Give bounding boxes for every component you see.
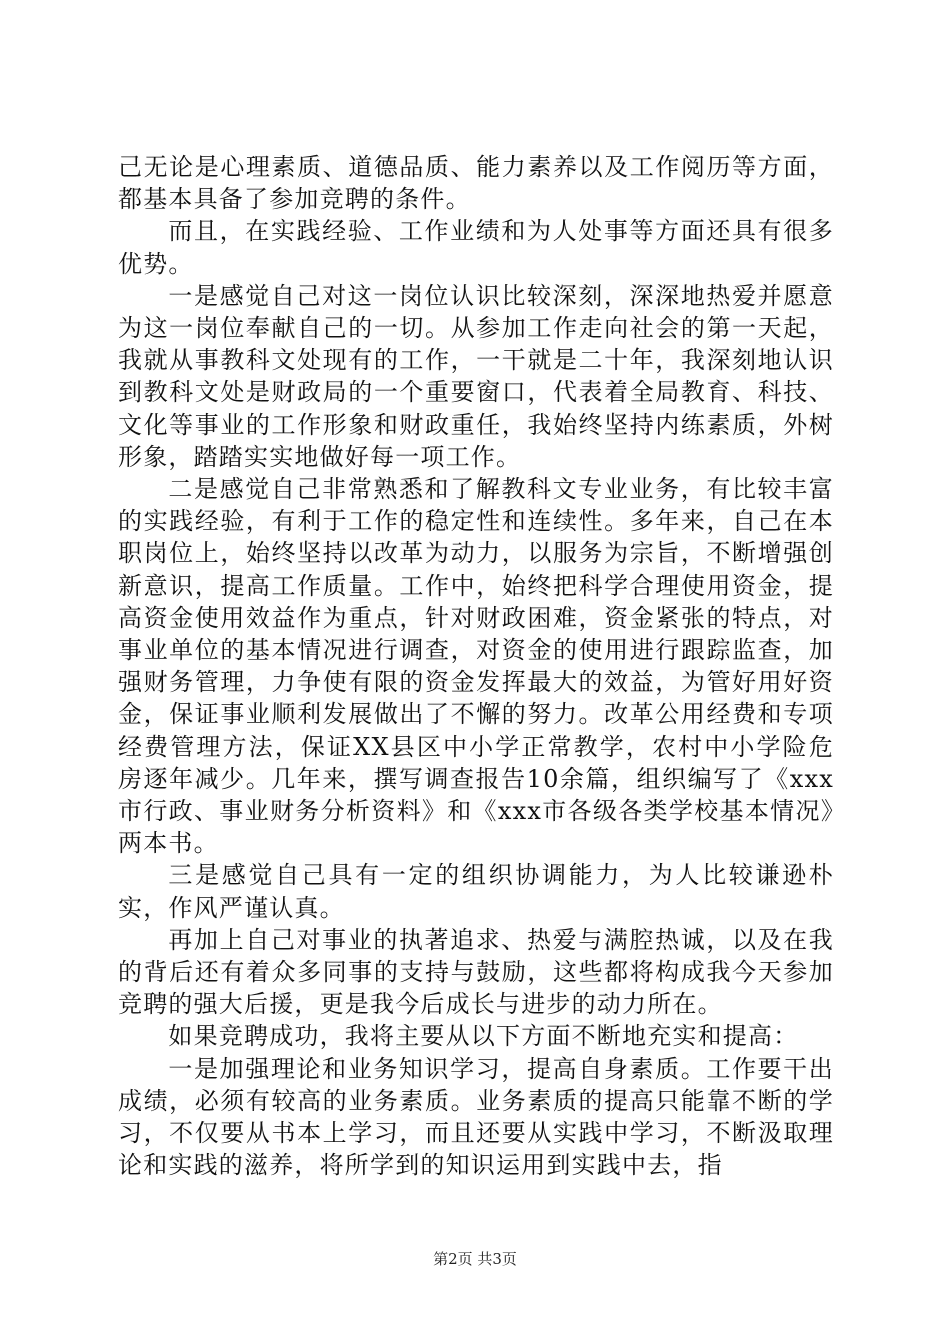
paragraph: 二是感觉自己非常熟悉和了解教科文专业业务，有比较丰富的实践经验，有利于工作的稳定性和连续性。多年来，自己在本职岗位上，始终坚持以改革为动力，以服务为宗旨，不断增强创新意识，提高工作质量。工作中，始终把科学合理使用资金，提高资金使用效益作为重点，针对财政困难，资金紧张的特点，对事业单位的基本情况进行调查，对资金的使用进行跟踪监查，加强财务管理，力争使有限的资金发挥最大的效益，为管好用好资金，保证事业顺利发展做出了不懈的努力。改革公用经费和专项经费管理方法，保证XX县区中小学正常教学，农村中小学险危房逐年减少。几年来，撰写调查报告10余篇，组织编写了《xxx市行政、事业财务分析资料》和《xxx市各级各类学校基本情况》两本书。 xyxy=(118,475,834,858)
paragraph: 一是加强理论和业务知识学习，提高自身素质。工作要干出成绩，必须有较高的业务素质。业务素质的提高只能靠不断的学习，不仅要从书本上学习，而且还要从实践中学习，不断汲取理论和实践的滋养，将所学到的知识运用到实践中去，指 xyxy=(118,1054,834,1180)
paragraph: 三是感觉自己具有一定的组织协调能力，为人比较谦逊朴实，作风严谨认真。 xyxy=(118,861,834,922)
paragraph: 而且，在实践经验、工作业绩和为人处事等方面还具有很多优势。 xyxy=(118,217,834,278)
paragraph: 如果竞聘成功，我将主要从以下方面不断地充实和提高： xyxy=(168,1022,799,1051)
paragraph: 再加上自己对事业的执著追求、热爱与满腔热诚，以及在我的背后还有着众多同事的支持与鼓励，这些都将构成我今天参加竞聘的强大后援，更是我今后成长与进步的动力所在。 xyxy=(118,925,834,1019)
page-footer: 第2页 共3页 xyxy=(433,1250,517,1268)
paragraph: 一是感觉自己对这一岗位认识比较深刻，深深地热爱并愿意为这一岗位奉献自己的一切。从参加工作走向社会的第一天起，我就从事教科文处现有的工作，一干就是二十年，我深刻地认识到教科文处是财政局的一个重要窗口，代表着全局教育、科技、文化等事业的工作形象和财政重任，我始终坚持内练素质，外树形象，踏踏实实地做好每一项工作。 xyxy=(118,281,834,471)
document-body xyxy=(118,151,834,1182)
paragraph: 己无论是心理素质、道德品质、能力素养以及工作阅历等方面，都基本具备了参加竞聘的条件。 xyxy=(118,153,834,214)
